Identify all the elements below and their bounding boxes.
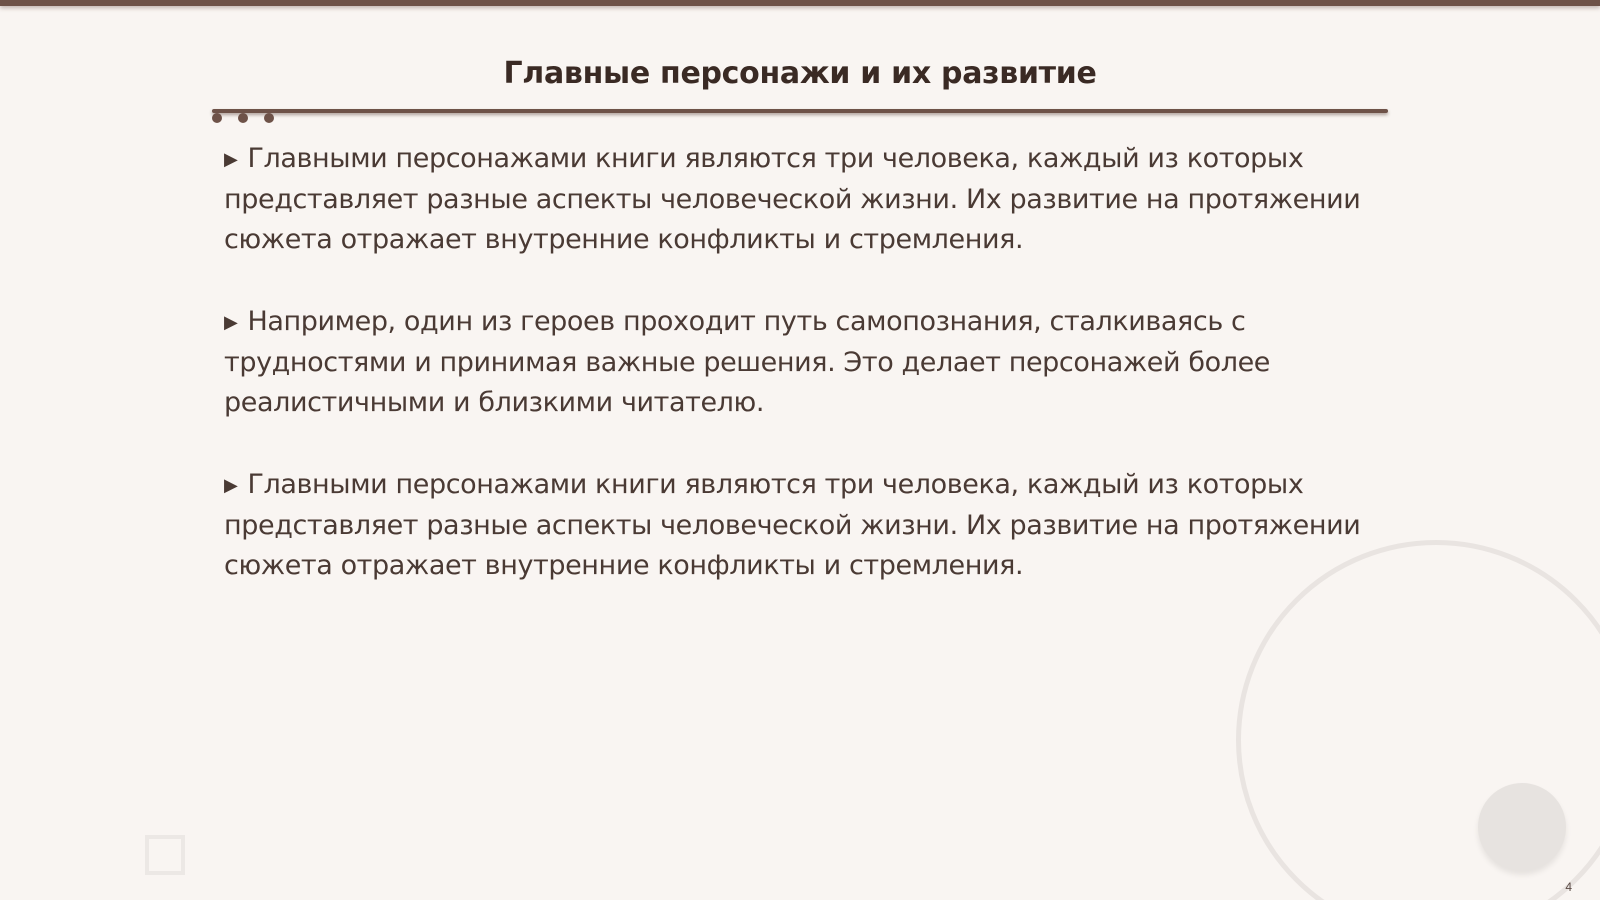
triangle-bullet-icon: ▶ (224, 475, 238, 496)
triangle-bullet-icon: ▶ (224, 149, 238, 170)
bullet-text: Например, один из героев проходит путь самопознания, сталкиваясь с трудностями и принимая важные решения. Это делает персонажей более реалистичными и близкими читателю. (224, 306, 1270, 418)
bullet-item (224, 302, 1374, 423)
slide-title: Главные персонажи и их развитие (503, 56, 1097, 91)
top-accent-bar (0, 0, 1600, 6)
bullet-item (224, 139, 1374, 260)
bullet-text: Главными персонажами книги являются три человека, каждый из которых представляет разные аспекты человеческой жизни. Их развитие на протяжении сюжета отражает внутренние конфликты и стремления. (224, 143, 1361, 255)
divider-dot (264, 113, 274, 123)
divider-dot (212, 113, 222, 123)
bullet-item (224, 465, 1374, 586)
triangle-bullet-icon: ▶ (224, 312, 238, 333)
page-number: 4 (1565, 880, 1572, 894)
decorative-square (145, 835, 185, 875)
slide-body (224, 139, 1374, 628)
divider-dot (238, 113, 248, 123)
decorative-circle (1478, 783, 1566, 871)
bullet-text: Главными персонажами книги являются три человека, каждый из которых представляет разные аспекты человеческой жизни. Их развитие на протяжении сюжета отражает внутренние конфликты и стремления. (224, 469, 1361, 581)
title-divider (212, 109, 1388, 113)
